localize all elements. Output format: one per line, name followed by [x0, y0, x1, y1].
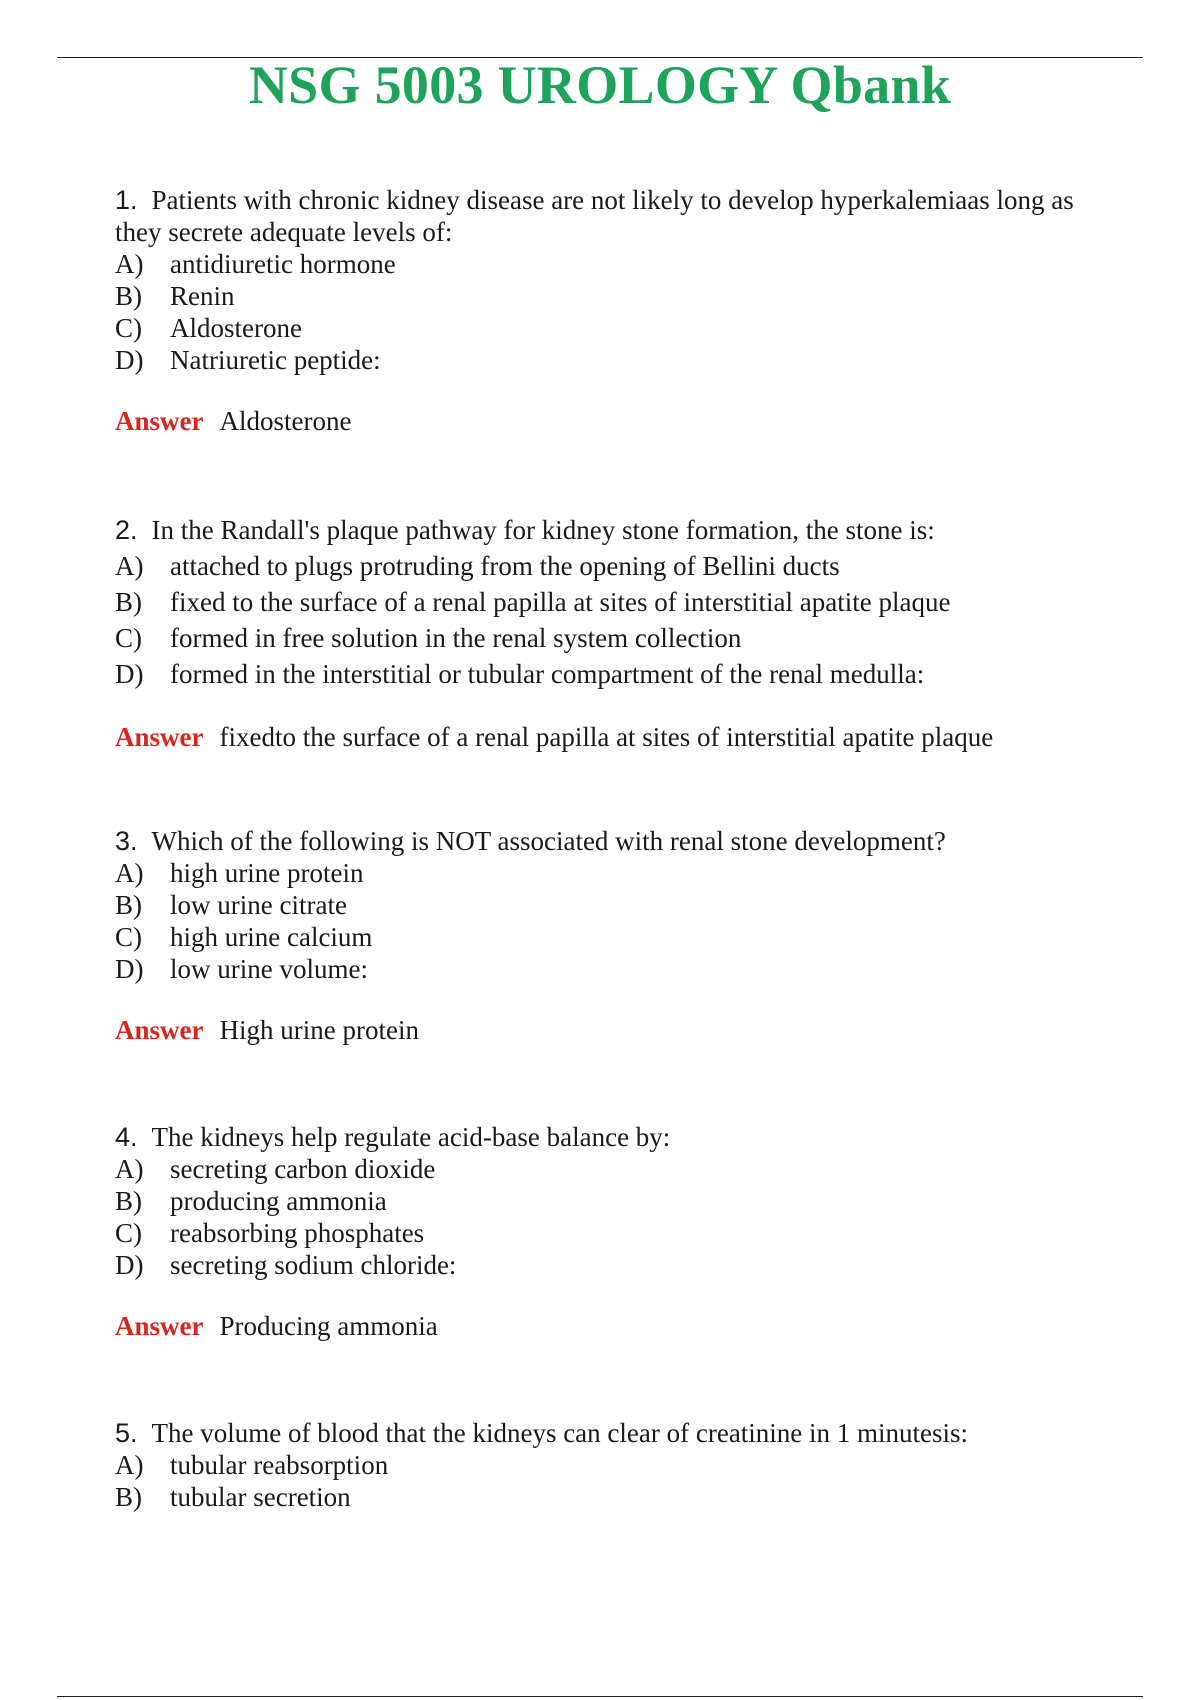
question-3 — [115, 825, 1125, 1046]
answer-line — [115, 1311, 1125, 1342]
question-text: In the Randall's plaque pathway for kidney stone formation, the stone is: — [151, 515, 935, 545]
question-text: Which of the following is NOT associated with renal stone development? — [151, 826, 946, 856]
option-c: C) high urine calcium — [115, 922, 373, 952]
question-stem — [115, 825, 1125, 857]
option-d: D) formed in the interstitial or tubular compartment of the renal medulla: — [115, 659, 925, 689]
question-1 — [115, 184, 1125, 437]
option-c: C) Aldosterone — [115, 313, 302, 343]
option-c: C) formed in free solution in the renal system collection — [115, 623, 742, 653]
option-a: A) attached to plugs protruding from the opening of Bellini ducts — [115, 551, 840, 581]
question-stem — [115, 184, 1125, 248]
document-title: NSG 5003 UROLOGY Qbank — [248, 55, 952, 115]
option-a: A) secreting carbon dioxide — [115, 1154, 436, 1184]
answer-text: fixedto the surface of a renal papilla at sites of interstitial apatite plaque — [219, 722, 994, 752]
option-c: C) reabsorbing phosphates — [115, 1218, 425, 1248]
option-a: A) high urine protein — [115, 858, 364, 888]
question-number: 1. — [115, 185, 138, 215]
answer-line — [115, 406, 1125, 437]
answer-text: Producing ammonia — [219, 1311, 438, 1341]
answer-text: High urine protein — [219, 1015, 419, 1045]
question-4 — [115, 1121, 1125, 1342]
option-d: D) Natriuretic peptide: — [115, 345, 381, 375]
answer-label: Answer — [115, 722, 204, 752]
option-a: A) tubular reabsorption — [115, 1450, 389, 1480]
answer-label: Answer — [115, 1015, 204, 1045]
answer-text: Aldosterone — [219, 406, 352, 436]
answer-label: Answer — [115, 1311, 204, 1341]
question-text: Patients with chronic kidney disease are not likely to develop hyperkalemiaas long as they secrete adequate levels of: — [115, 185, 1074, 247]
question-5 — [115, 1417, 1125, 1513]
option-b: B) fixed to the surface of a renal papilla at sites of interstitial apatite plaque — [115, 587, 951, 617]
option-b: B) Renin — [115, 281, 235, 311]
question-number: 4. — [115, 1122, 138, 1152]
option-b: B) tubular secretion — [115, 1482, 351, 1512]
question-stem — [115, 512, 1125, 548]
option-a: A) antidiuretic hormone — [115, 249, 396, 279]
question-number: 3. — [115, 826, 138, 856]
option-b: B) low urine citrate — [115, 890, 347, 920]
question-stem — [115, 1417, 1125, 1449]
option-d: D) low urine volume: — [115, 954, 368, 984]
question-text: The volume of blood that the kidneys can clear of creatinine in 1 minutesis: — [151, 1418, 969, 1448]
option-d: D) secreting sodium chloride: — [115, 1250, 457, 1280]
question-2 — [115, 512, 1125, 753]
answer-line — [115, 1015, 1125, 1046]
question-number: 5. — [115, 1418, 138, 1448]
bottom-rule — [57, 1696, 1143, 1697]
question-text: The kidneys help regulate acid-base balance by: — [151, 1122, 671, 1152]
answer-line — [115, 722, 1125, 753]
answer-label: Answer — [115, 406, 204, 436]
question-stem — [115, 1121, 1125, 1153]
question-number: 2. — [115, 515, 138, 545]
option-b: B) producing ammonia — [115, 1186, 387, 1216]
